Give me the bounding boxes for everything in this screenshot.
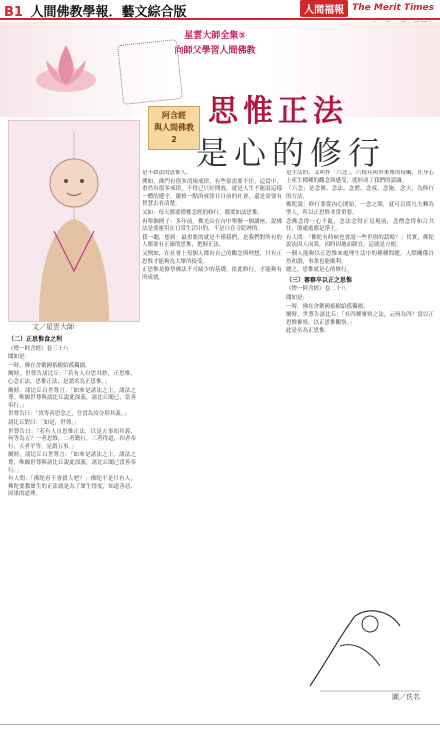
paragraph: 又如：每天都要禮佛念經的修行，都要如法思惟。 [142,209,264,216]
series-title-line1: 星雲大師全集⑤ [184,31,246,41]
author-portrait [8,120,140,322]
masthead-english: The Merit Times [352,3,434,13]
paragraph: 聞如是： [286,294,309,301]
paragraph: 世尊告曰：「汝等善思念之，吾當為汝分別其義。」 [8,411,130,418]
paragraph: 又例如，在社會上每個人都有自己的觀念與理想，只有正思惟才能夠為大眾所接受。 [142,250,282,265]
paragraph: 正思惟是修學佛法不可缺少的基礎，依此修行，才能夠有所成就。 [142,267,282,281]
paragraph: 《增一阿含經》卷三十八 [8,345,69,352]
paragraph: 爾時，世尊告諸比丘：「有四種審察之法，云何為四？當以正思惟審察，以正思惟觀察。」 [286,312,434,326]
masthead [300,0,434,16]
article-column-3 [286,170,434,570]
column-tag-line1: 阿含經 [162,111,186,120]
paragraph: 總之，思惟就是心的修行。 [286,267,353,274]
paragraph: 聞如是： [8,354,31,361]
section-code: B1 [4,5,23,20]
paragraph: 「六念」是念佛、念法、念僧、念戒、念施、念天，為修行的方法。 [286,186,434,200]
article-column-2 [142,170,282,700]
paragraph: 佛陀說：修行要從內心開始，一念之間，就可以從凡夫轉為聖人，所以正思惟非常重要。 [286,202,434,216]
lotus-decoration [26,30,106,110]
section-label [4,1,187,20]
page-header [0,0,440,20]
portrait-illustration [9,121,139,321]
newspaper-logo: 人間福報 [300,0,348,17]
headline-line1: 思惟正法 [208,94,348,129]
paragraph: 例如，佛門有很多清規戒律，有些很需要不住，這當中，重然有很多戒律，不得已只好開放，就是人生不能說這樣一體的遵守，嚴格一點的戒律在目前的社會，還是需要有智慧去看清楚。 [142,178,282,208]
paragraph: 是生活的，又叫作「六念」。六根具與外來塵的接觸，在身心上產生種種的觀念與感受，就形成了我們的認識。 [286,170,434,184]
paragraph: 念佛念得一心不亂，念法念得正見現前，念僧念得和合共住，則處處都是淨土。 [286,218,434,233]
headline-line2: 是心的修行 [196,134,387,172]
paragraph: 一時，佛在舍衛國祇樹給孤獨園。 [8,362,91,369]
column-tag-line2: 與人間佛教 2 [154,123,194,144]
paragraph: 爾時，諸比丘白世尊言：「如來是諸法之主，諸法之尊。唯願世尊與諸比丘說此深義，諸比丘聞已，當善奉行。」 [8,387,136,409]
paragraph: 是不如法的思惟人。 [142,170,192,176]
author-caption: 文／星雲大師 [32,323,74,331]
paragraph: 此是名為正思惟。 [286,328,331,335]
sketch-credit: 圖／佚名 [392,693,420,701]
column-tag [148,106,200,150]
paragraph: 一個人能夠以正思惟來處理生活中的種種問題，人際關係自然和諧，事業也能順利。 [286,250,434,265]
series-title [160,28,270,56]
paragraph: 爾時，諸比丘白世尊言：「如來是諸法之主，諸法之尊，唯願世尊與諸比丘說此深義，諸比丘聞已當善奉行。」 [8,452,136,474]
paragraph: 爾時，世尊告諸比丘：「若有人自思其妙，正思惟，心念正法，思惟正法，是謂名為正思惟。」 [8,371,136,385]
paragraph: 我一聽，想到：最重要的就是不僅我們，是我們對所有的人都要有正確的思惟，把握正法。 [142,234,282,249]
footer-divider [0,724,440,725]
paragraph: 諸比丘對曰：「如是，世尊。」 [8,419,80,426]
paragraph: 世尊告曰：「若有人自思惟正法，以是五事知其義，何等為五？一者思惟，二者勤行，三者得道，四者奉行，五者平等，是謂五事。」 [8,428,136,450]
ink-sketch-illustration [300,576,430,701]
series-title-line2: 向師父學習人間佛教 [174,46,256,56]
section-title: 人間佛教學報．藝文綜合版 [30,5,187,20]
paragraph: 有人問：「佛陀看不會殺人吧？」佛陀不是只有人，佛陀要教眾生的正法就是為了眾生得度，知道善惡、因果的道理。 [8,476,136,498]
paragraph: 《增一阿含經》卷二十八 [286,286,347,293]
section-heading: （二）正思惟食之利 [8,336,63,343]
paragraph: 再舉個例子：多年前，佛光山在台中舉辦一個講座，說佛法是要運用在日常生活中的，不是只在寺院裡的。 [142,218,282,233]
article-column-1 [8,334,136,730]
section-heading: （三）審察卒以正之思惟 [286,276,353,284]
paragraph: 有人問：「佛陀有時候也會說一些世俗的話嗎？」其實，佛陀說法因人而異，因時因地而制宜，這就是方便。 [286,234,434,249]
paragraph: 一時，佛在舍衛國祇樹給孤獨園。 [286,303,369,310]
